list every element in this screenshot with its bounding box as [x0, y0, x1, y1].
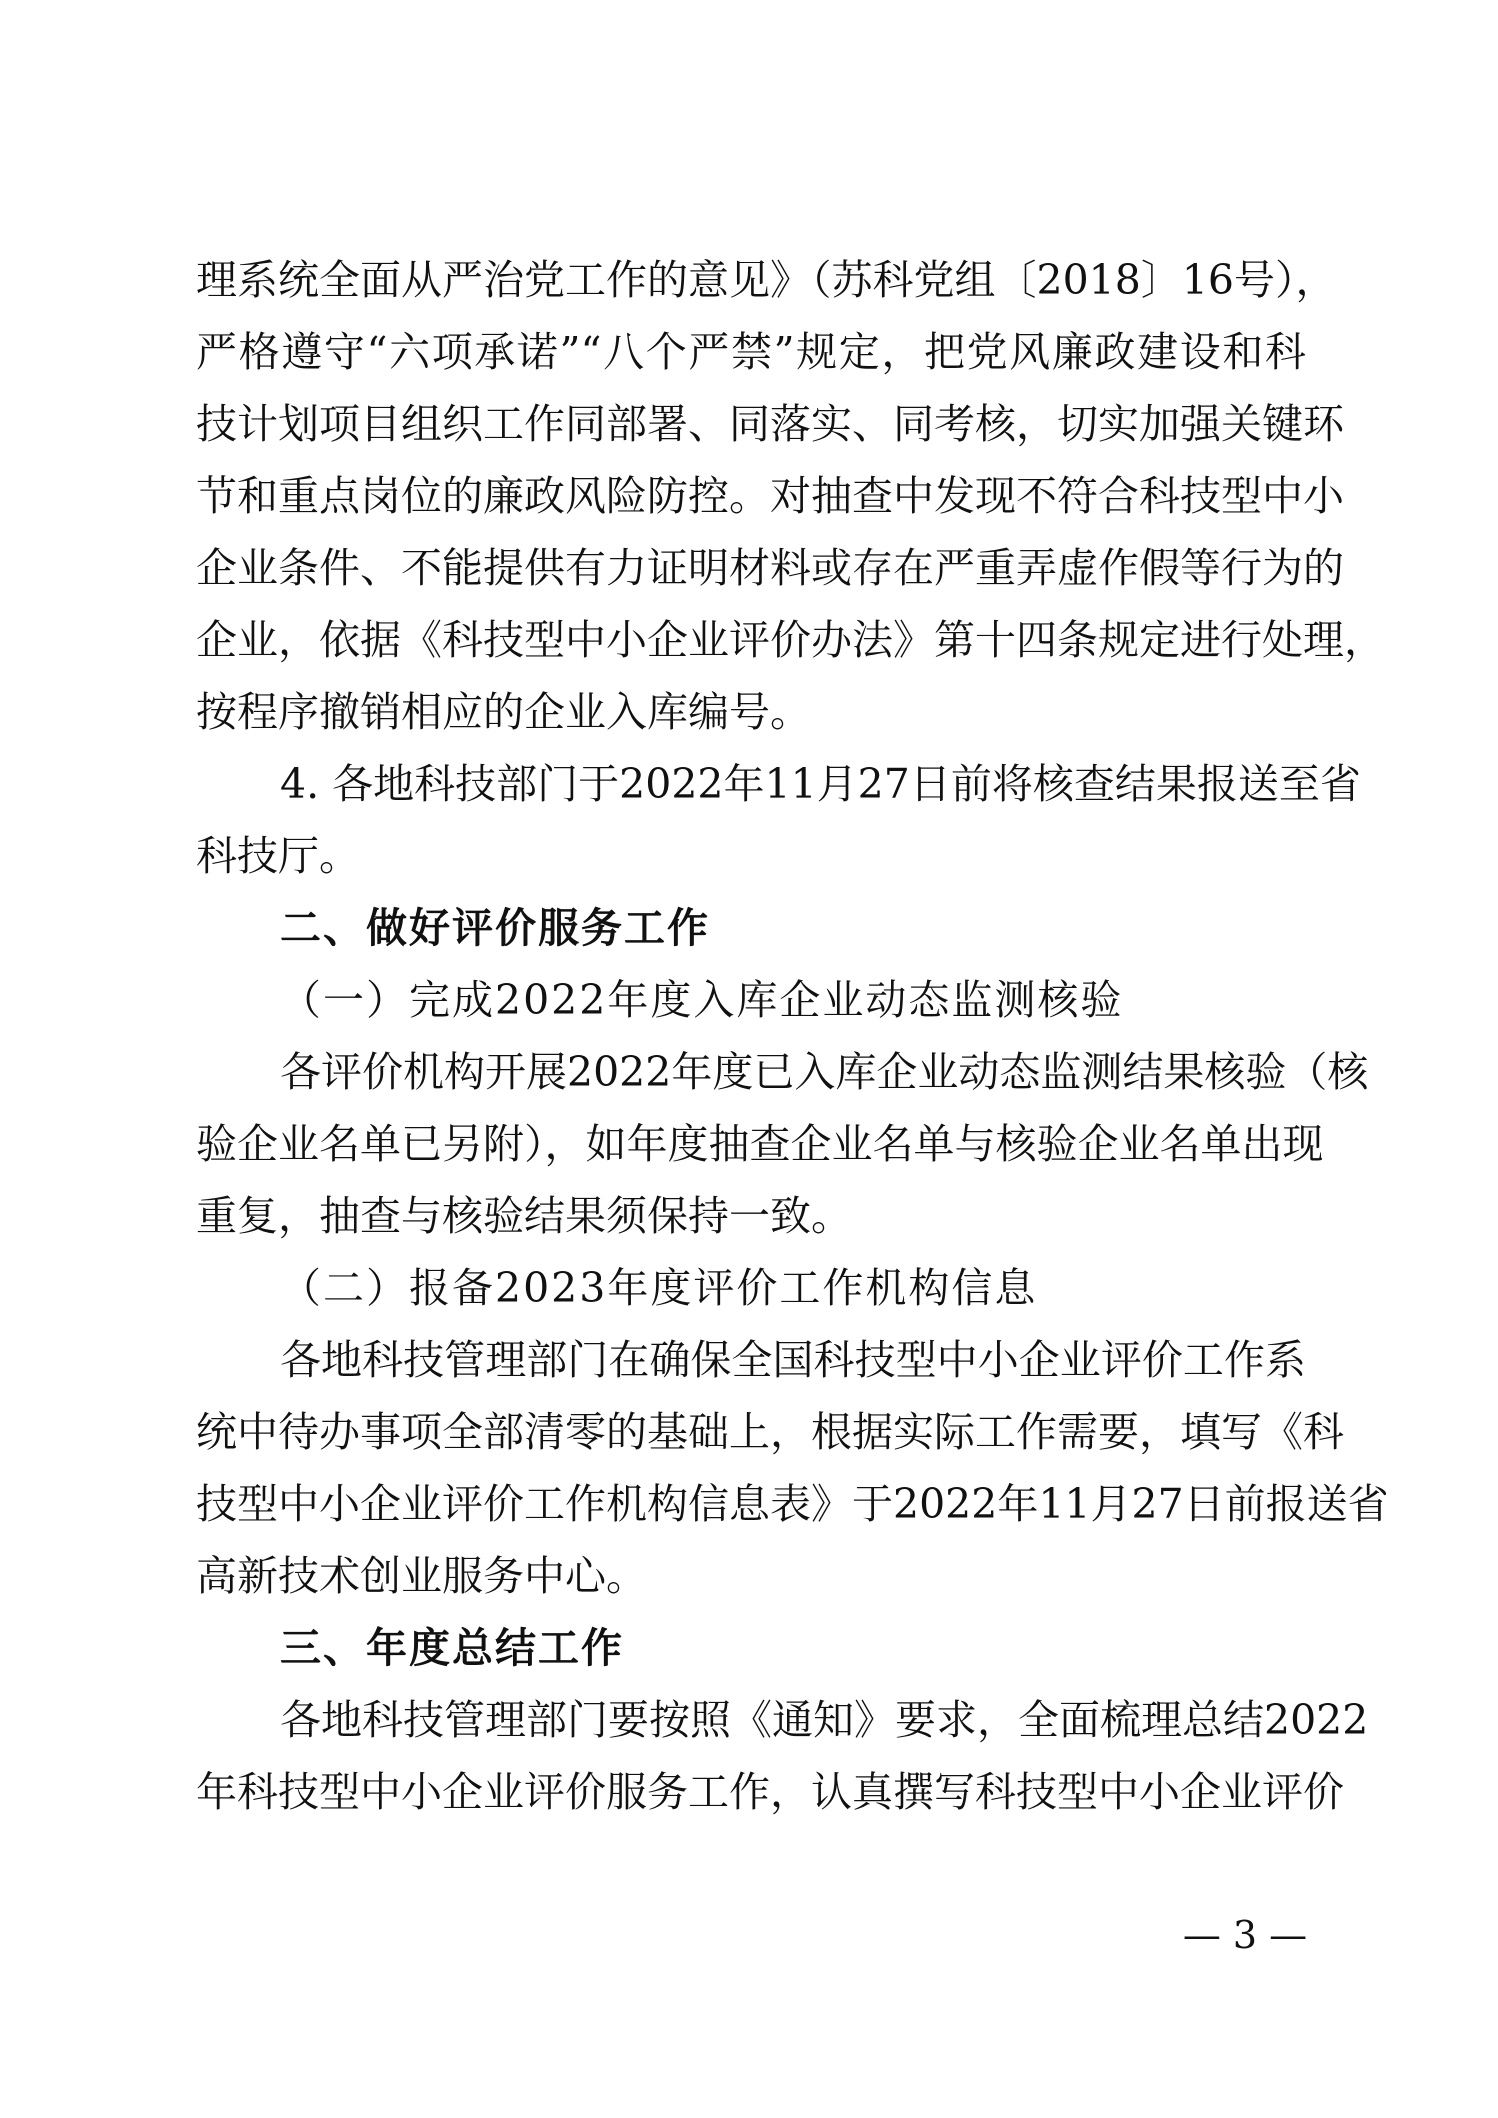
body-line-6: 企业，依据《科技型中小企业评价办法》第十四条规定进行处理，	[196, 616, 1385, 664]
body-line-19: 高新技术创业服务中心。	[196, 1552, 647, 1600]
body-line-8: 4. 各地科技部门于2022年11月27日前将核查结果报送至省	[280, 760, 1361, 808]
body-line-9: 科技厅。	[196, 832, 360, 880]
body-line-3: 技计划项目组织工作同部署、同落实、同考核，切实加强关键环	[196, 400, 1344, 448]
body-line-4: 节和重点岗位的廉政风险防控。对抽查中发现不符合科技型中小	[196, 472, 1344, 520]
body-line-18: 技型中小企业评价工作机构信息表》于2022年11月27日前报送省	[196, 1480, 1389, 1528]
subsection-heading-2-2: （二）报备2023年度评价工作机构信息	[280, 1264, 1038, 1312]
body-line-12: 各评价机构开展2022年度已入库企业动态监测结果核验（核	[280, 1048, 1369, 1096]
body-line-22: 年科技型中小企业评价服务工作，认真撰写科技型中小企业评价	[196, 1768, 1344, 1816]
body-line-13: 验企业名单已另附），如年度抽查企业名单与核验企业名单出现	[196, 1120, 1324, 1168]
page-number: — 3 —	[1182, 1913, 1308, 1957]
section-heading-2: 二、做好评价服务工作	[280, 904, 710, 952]
subsection-heading-2-1: （一）完成2022年度入库企业动态监测核验	[280, 976, 1124, 1024]
body-line-21: 各地科技管理部门要按照《通知》要求，全面梳理总结2022	[280, 1696, 1369, 1744]
body-line-7: 按程序撤销相应的企业入库编号。	[196, 688, 811, 736]
body-line-1: 理系统全面从严治党工作的意见》（苏科党组〔2018〕16号），	[196, 256, 1337, 304]
body-line-2: 严格遵守“六项承诺”“八个严禁”规定，把党风廉政建设和科	[196, 328, 1306, 376]
body-line-5: 企业条件、不能提供有力证明材料或存在严重弄虚作假等行为的	[196, 544, 1344, 592]
section-heading-3: 三、年度总结工作	[280, 1624, 624, 1672]
body-line-14: 重复，抽查与核验结果须保持一致。	[196, 1192, 852, 1240]
body-line-16: 各地科技管理部门在确保全国科技型中小企业评价工作系	[280, 1336, 1306, 1384]
body-line-17: 统中待办事项全部清零的基础上，根据实际工作需要，填写《科	[196, 1408, 1344, 1456]
